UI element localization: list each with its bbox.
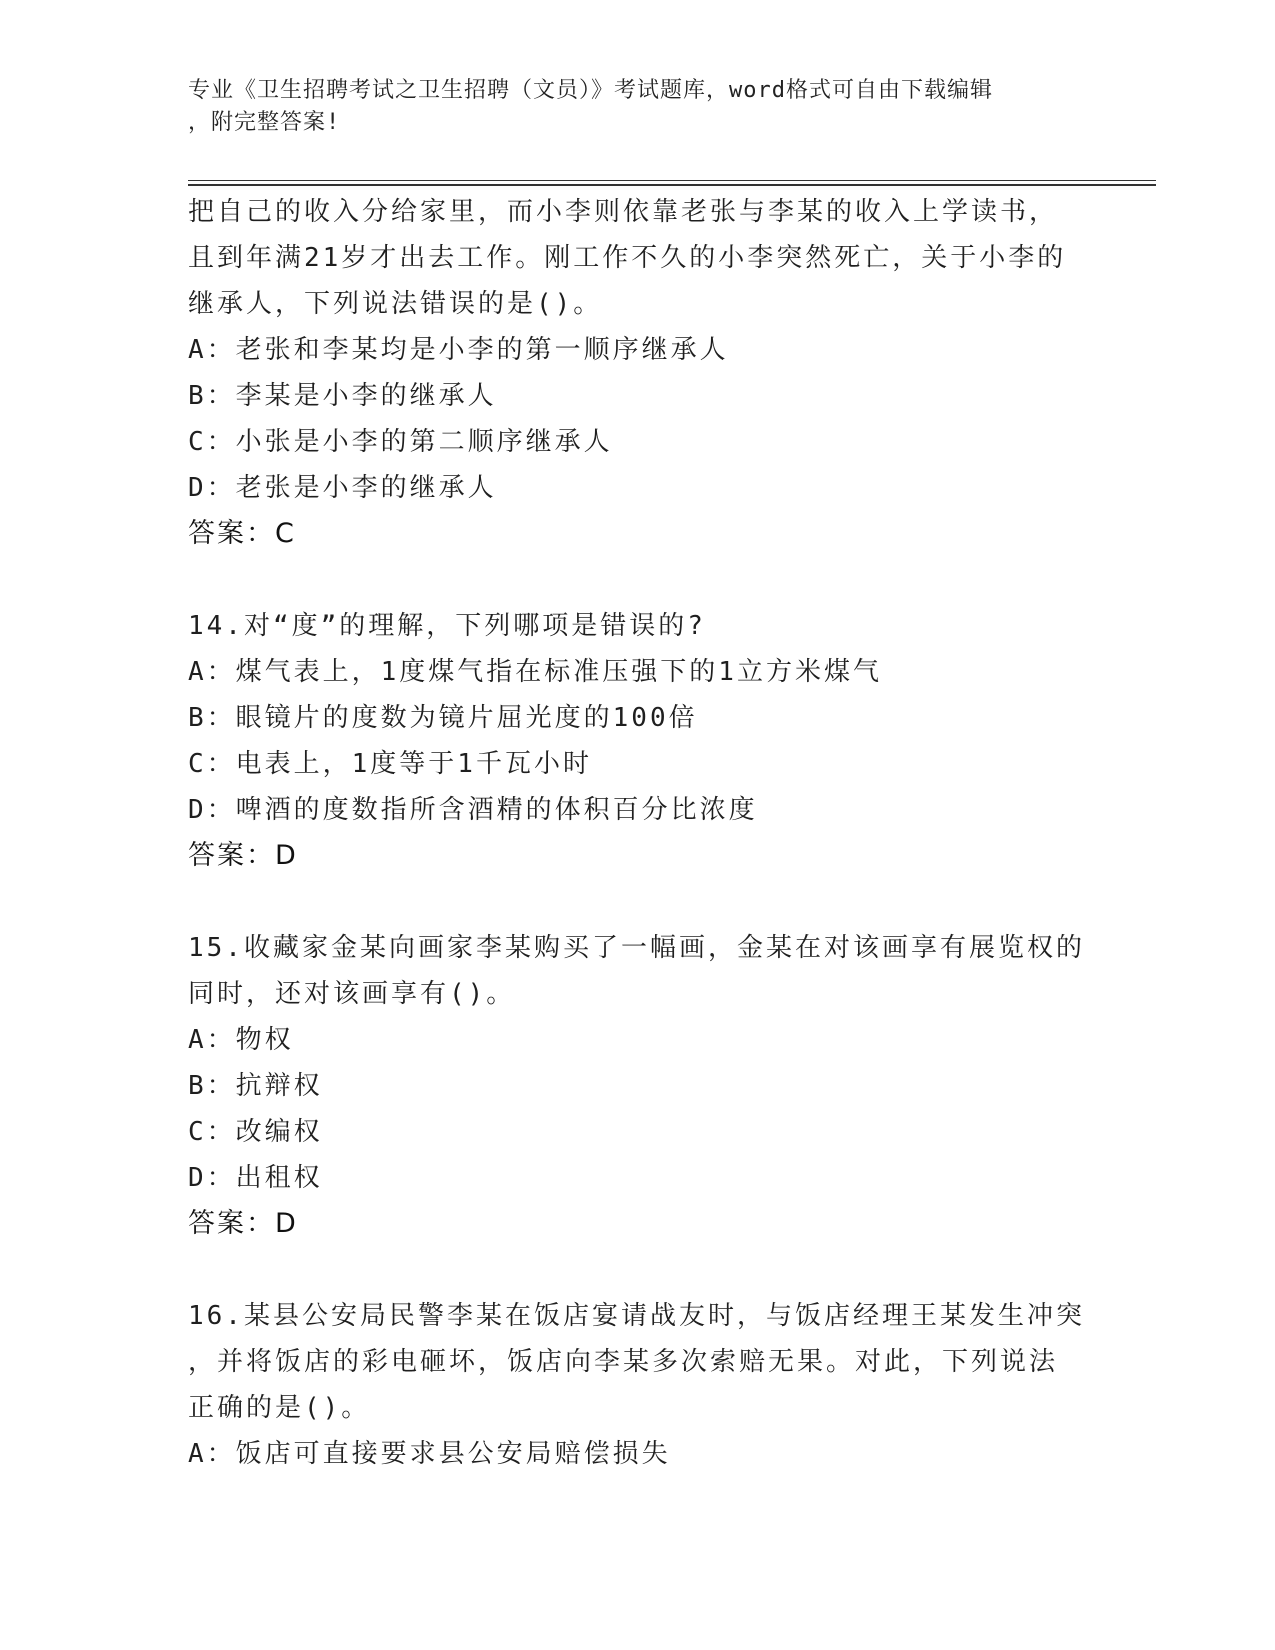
option-c: C：小张是小李的第二顺序继承人 [188,427,613,457]
question-stem-line: 14.对“度”的理解，下列哪项是错误的? [188,611,706,641]
option-c: C：改编权 [188,1117,323,1147]
option-b: B：李某是小李的继承人 [188,381,497,411]
question-stem-line: 把自己的收入分给家里，而小李则依靠老张与李某的收入上学读书， [188,197,1059,227]
option-a: A：物权 [188,1025,294,1055]
header-line-1: 专业《卫生招聘考试之卫生招聘（文员）》考试题库，word格式可自由下载编辑 [188,78,993,103]
question-stem-line: 且到年满21岁才出去工作。刚工作不久的小李突然死亡，关于小李的 [188,243,1067,273]
question-stem-line: 同时，还对该画享有()。 [188,979,516,1009]
answer-label: 答案：C [188,518,296,549]
spacer [188,879,1088,925]
header-divider-thick [188,184,1156,186]
answer-label: 答案：D [188,1208,298,1239]
option-a: A：饭店可直接要求县公安局赔偿损失 [188,1439,671,1469]
question-stem-line: 16.某县公安局民警李某在饭店宴请战友时，与饭店经理王某发生冲突 [188,1301,1085,1331]
option-a: A：老张和李某均是小李的第一顺序继承人 [188,335,729,365]
option-d: D：老张是小李的继承人 [188,473,497,503]
spacer [188,557,1088,603]
document-header [188,75,1088,139]
header-line-2: ，附完整答案! [188,110,341,135]
option-c: C：电表上，1度等于1千瓦小时 [188,749,592,779]
question-stem-line: 正确的是()。 [188,1393,371,1423]
option-b: B：抗辩权 [188,1071,323,1101]
option-b: B：眼镜片的度数为镜片屈光度的100倍 [188,703,698,733]
spacer [188,1247,1088,1293]
question-stem-line: ，并将饭店的彩电砸坏，饭店向李某多次索赔无果。对此，下列说法 [188,1347,1059,1377]
question-list [188,189,1088,1477]
question-13-continued [188,189,1088,557]
question-14 [188,603,1088,879]
question-stem-line: 继承人，下列说法错误的是()。 [188,289,603,319]
option-a: A：煤气表上，1度煤气指在标准压强下的1立方米煤气 [188,657,882,687]
option-d: D：出租权 [188,1163,323,1193]
answer-label: 答案：D [188,840,298,871]
question-15 [188,925,1088,1247]
header-divider-thin [188,180,1156,181]
question-16 [188,1293,1088,1477]
question-stem-line: 15.收藏家金某向画家李某购买了一幅画，金某在对该画享有展览权的 [188,933,1085,963]
option-d: D：啤酒的度数指所含酒精的体积百分比浓度 [188,795,758,825]
